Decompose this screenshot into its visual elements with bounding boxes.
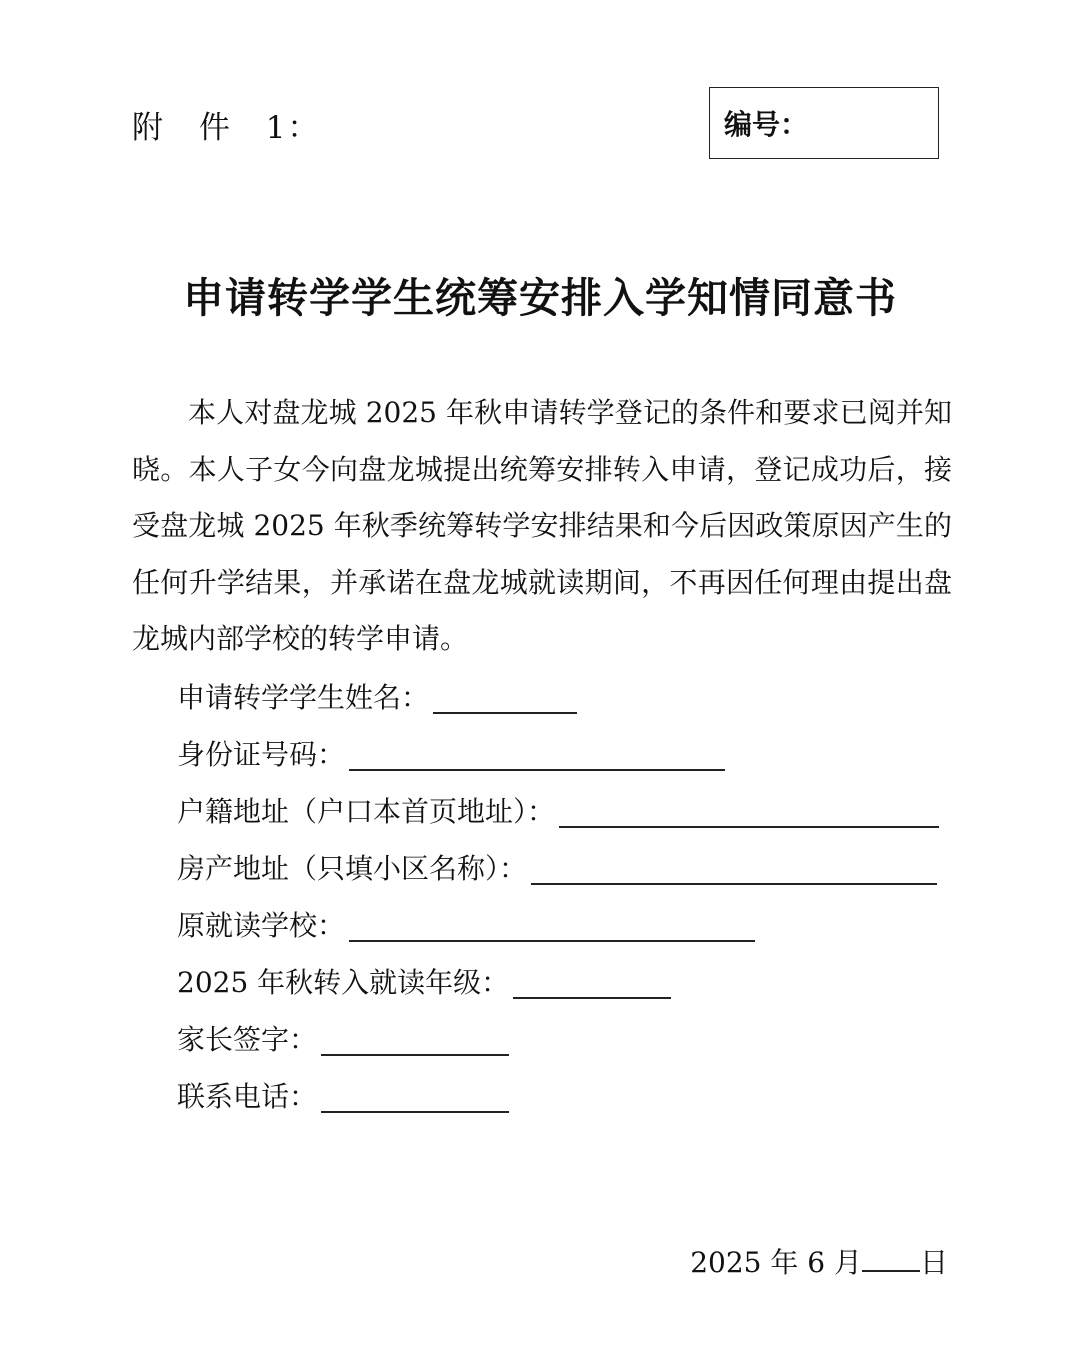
parent-signature-blank[interactable] [321, 1020, 509, 1056]
field-student-name [177, 667, 957, 724]
field-label: 原就读学校： [177, 908, 346, 942]
field-label: 申请转学学生姓名： [177, 680, 430, 714]
consent-statement: 本人对盘龙城 2025 年秋申请转学登记的条件和要求已阅并知晓。本人子女今向盘龙城提出统筹安排转入申请，登记成功后，接受盘龙城 2025 年秋季统筹转学安排结果和今后因政策原因产生的任何升学结果，并承诺在盘龙城就读期间，不再因任何理由提出盘龙城内部学校的转学申请。 [132, 396, 952, 655]
phone-blank[interactable] [321, 1077, 509, 1113]
date-year-month: 2025 年 6 月 [690, 1246, 862, 1279]
day-blank[interactable] [862, 1240, 920, 1272]
field-original-school [177, 895, 957, 952]
form-fields [177, 667, 957, 1123]
id-number-blank[interactable] [349, 735, 725, 771]
field-label: 身份证号码： [177, 737, 346, 771]
student-name-blank[interactable] [433, 678, 577, 714]
field-label: 家长签字： [177, 1022, 318, 1056]
field-label: 户籍地址（户口本首页地址）： [177, 794, 556, 828]
property-address-blank[interactable] [531, 849, 937, 885]
number-box [709, 87, 939, 159]
household-address-blank[interactable] [559, 792, 939, 828]
field-label: 联系电话： [177, 1079, 318, 1113]
field-id-number [177, 724, 957, 781]
date-day-suffix: 日 [919, 1246, 948, 1279]
document-title: 申请转学学生统筹安排入学知情同意书 [183, 274, 897, 322]
field-parent-signature [177, 1009, 957, 1066]
attachment-label: 附 件 1： [132, 110, 321, 146]
number-label: 编号： [724, 108, 809, 141]
field-household-address [177, 781, 957, 838]
field-label: 房产地址（只填小区名称）： [177, 851, 528, 885]
field-property-address [177, 838, 957, 895]
field-label: 2025 年秋转入就读年级： [177, 965, 510, 999]
field-grade [177, 952, 957, 1009]
date-line [690, 1240, 948, 1285]
original-school-blank[interactable] [349, 906, 755, 942]
grade-blank[interactable] [513, 963, 671, 999]
field-phone [177, 1066, 957, 1123]
